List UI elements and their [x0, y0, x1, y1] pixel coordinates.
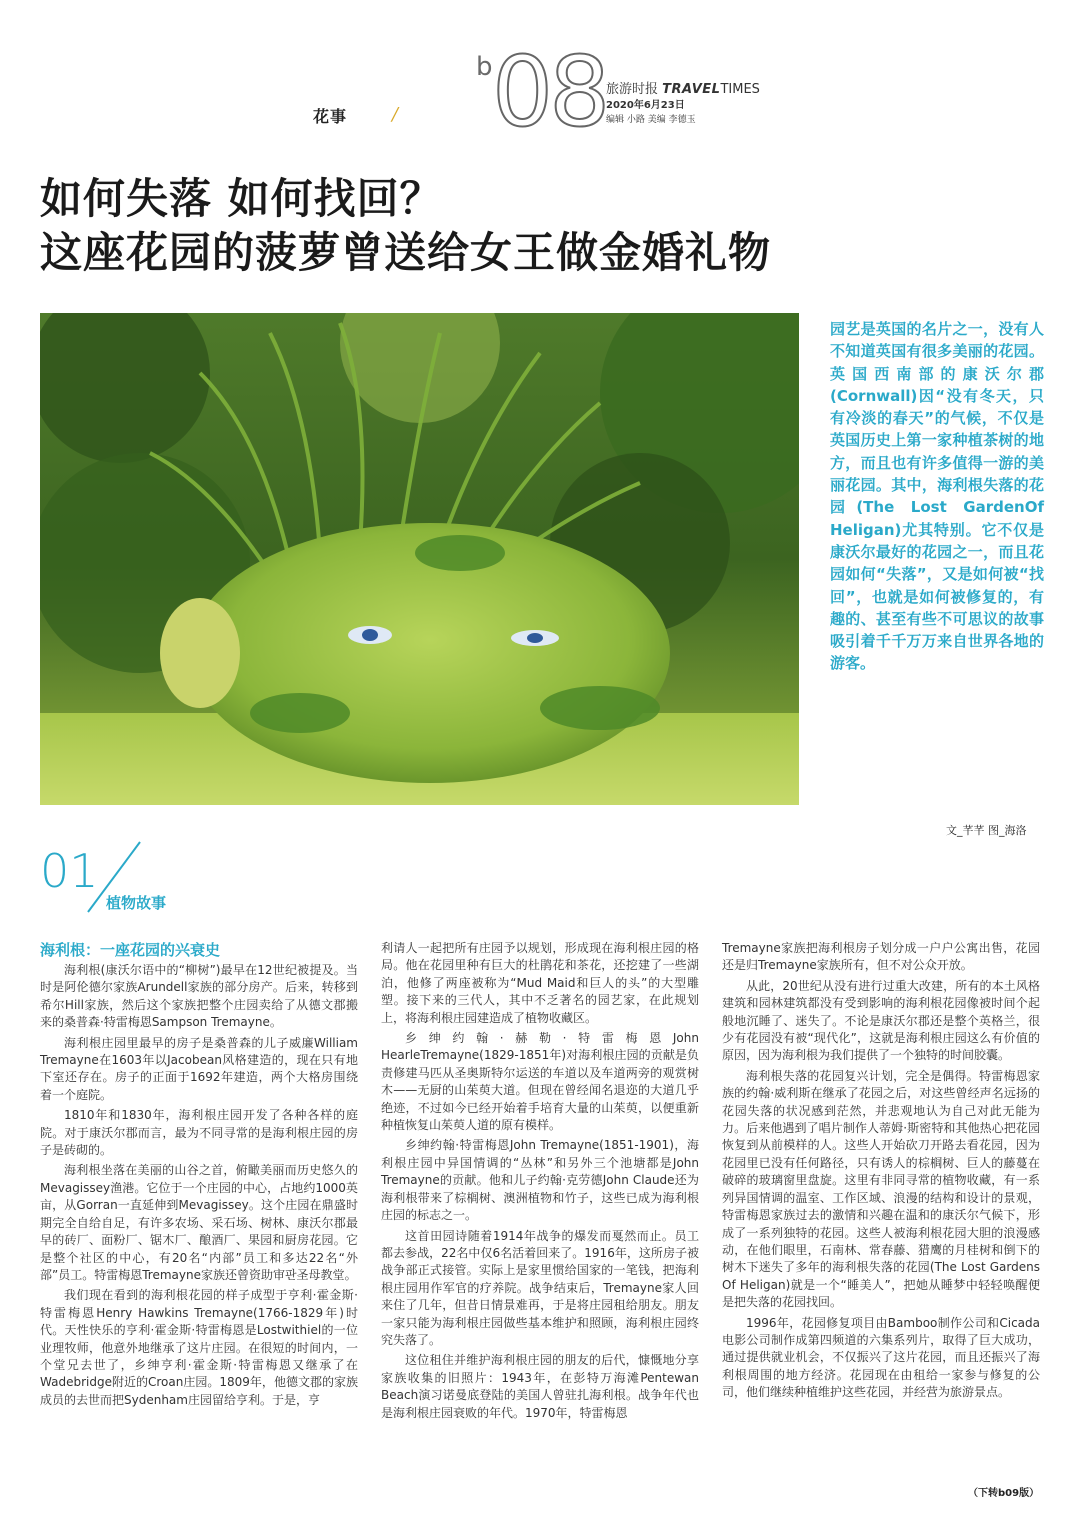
lede: 园艺是英国的名片之一，没有人不知道英国有很多美丽的花园。英国西南部的康沃尔郡(Cornwall)因“没有冬天，只有冷淡的春天”的气候，不仅是英国历史上第一家种植茶树的地方，而且也有许多值得一游的美丽花园。其中，海利根失落的花园(The Lost GardenOf Heligan)尤其特别。它不仅是康沃尔最好的花园之一，而且花园如何“失落”，又是如何被“找回”，也就是如何被修复的，有趣的、甚至有些不可思议的故事吸引着千千万万来自世界各地的游客。 [830, 320, 1044, 673]
headline-line-1: 如何失落 如何找回？ [40, 174, 443, 223]
section-title: 植物故事 [106, 894, 167, 912]
garden-photo [40, 313, 799, 805]
section-slash: / [392, 104, 399, 125]
section-number: 01 [40, 844, 99, 898]
paragraph: 海利根失落的花园复兴计划，完全是偶得。特雷梅恩家族的约翰·威利斯在继承了花园之后，对这些曾经声名远扬的花园失落的状况感到茫然，并悲观地认为自己对此无能为力。后来他遇到了唱片制作人蒂姆·斯密特和其他热心把花园恢复到从前模样的人。这些人开始砍刀开路去看花园，因为花园里已没有任何路径，只有诱人的棕榈树、巨人的藤蔓在破碎的玻璃窗里盘旋。这里有非同寻常的植物收藏，有一系列异国情调的温室、工作区域、浪漫的结构和设计的景观，特雷梅恩家族过去的激情和兴趣在温和的康沃尔气候下，形成了一系列独特的花园。这些人被海利根花园大胆的浪漫感动，在他们眼里，石南林、常春藤、猎鹰的月桂树和倒下的树木下迷失了多年的海利根失落的花园(The Lost Gardens Of Heligan)就是一个“睡美人”，把她从睡梦中轻轻唤醒便是把失落的花园找回。 [722, 1068, 1040, 1310]
byline: 文_芊芊 图_海洛 [946, 824, 1027, 837]
issue-date: 2020年6月23日 [606, 100, 685, 111]
paragraph: 海利根庄园里最早的房子是桑普森的儿子威廉William Tremayne在1603年以Jacobean风格建造的，现在只有地下室还存在。房子的正面于1692年建造，两个大格房围绕着一个庭院。 [40, 1035, 358, 1102]
paragraph: Tremayne家族把海利根房子划分成一户户公寓出售，花园还是归Tremayne家族所有，但不对公众开放。 [722, 941, 1040, 973]
section-label: 花事 [313, 107, 348, 126]
article-column-3 [722, 940, 1040, 1405]
editors: 编辑 小路 美编 李德玉 [606, 115, 696, 125]
paragraph: 海利根(康沃尔语中的“柳树”)最早在12世纪被提及。当时是阿伦德尔家族Arundell家族的部分房产。后来，转移到希尔Hill家族，然后这个家族把整个庄园卖给了从德文郡搬来的桑普森·特雷梅恩Sampson Tremayne。 [40, 963, 358, 1030]
paper-name-cn: 旅游时报 [606, 82, 659, 97]
headline-line-2: 这座花园的菠萝曾送给女王做金婚礼物 [40, 228, 772, 277]
headline [40, 172, 1040, 280]
paper-name-en-bold: TRAVEL [662, 82, 721, 97]
paragraph: 这位租住并维护海利根庄园的朋友的后代，慷慨地分享家族收集的旧照片：1943年，在彭特万海滩Pentewan Beach演习诺曼底登陆的美国人曾驻扎海利根。战争年代也是海利根庄园衰败的年代。1970年，特雷梅恩 [381, 1353, 699, 1420]
paragraph: 利请人一起把所有庄园予以规划，形成现在海利根庄园的格局。他在花园里种有巨大的杜鹃花和茶花，还挖建了一些湖泊，他修了两座被称为“Mud Maid和巨人的头”的大型雕塑。接下来的三代人，其中不乏著名的园艺家，在此规划上，将海利根庄园建造成了植物收藏区。 [381, 941, 699, 1025]
paragraph: 海利根坐落在美丽的山谷之首，俯瞰美丽而历史悠久的Mevagissey渔港。它位于一个庄园的中心，占地约1000英亩，从Gorran一直延伸到Mevagissey。这个庄园在鼎盛时期完全自给自足，有许多农场、采石场、树林、康沃尔郡最早的砖厂、面粉厂、锯木厂、酿酒厂、果园和厨房花园。它是整个社区的中心，有20名“内部”员工和多达22名“外部”员工。特雷梅恩Tremayne家族还曾资助审판圣母教堂。 [40, 1163, 358, 1282]
paragraph: 从此，20世纪从没有进行过重大改建，所有的本土风格建筑和园林建筑都没有受到影响的海利根花园像被时间个起般地沉睡了、迷失了。不论是康沃尔郡还是整个英格兰，很少有花园没有被“现代化”，这就是海利根庄园这么有价值的原因，因为海利根为我们提供了一个独特的时间胶囊。 [722, 978, 1040, 1063]
article-heading: 海利根：一座花园的兴衰史 [40, 941, 221, 959]
paragraph: 这首田园诗随着1914年战争的爆发而戛然而止。员工都去参战，22名中仅6名活着回来了。1916年，这所房子被战争部正式接管。实际上是家里惯给国家的一笔钱，把海利根庄园用作军官的疗养院。战争结束后，Tremayne家人回来住了几年，但昔日情景难再，于是将庄园租给朋友。朋友一家只能为海利根庄园做些基本维护和照顾，海利根庄园终究失落了。 [381, 1228, 699, 1347]
paragraph: 1810年和1830年，海利根庄园开发了各种各样的庭院。对于康沃尔郡而言，最为不同寻常的是海利根庄园的房子是砖砌的。 [40, 1108, 358, 1158]
article-column-1 [40, 940, 358, 1412]
paragraph: 乡绅约翰·特雷梅恩John Tremayne(1851-1901)，海利根庄园中异国情调的“丛林”和另外三个池塘都是John Tremayne的贡献。他和儿子约翰·克劳德John Claude还为海利根带来了棕榈树、澳洲植物和竹子，这些已成为海利根庄园的标志之一。 [381, 1138, 699, 1223]
article-column-2 [381, 940, 699, 1425]
paragraph: 乡绅约翰·赫勒·特雷梅恩John HearleTremayne(1829-1851年)对海利根庄园的贡献是负责修建马匹从圣奥斯特尔运送的车道以及车道两旁的观赏树木——无厨的山茱萸大道。但现在曾经闻名退迩的大道几乎绝迹，不过如今已经开始着手培育大量的山茱萸，以便重新种植恢复山茱萸人道的原有模样。 [381, 1031, 699, 1133]
page-letter: b [476, 52, 493, 82]
paragraph: 1996年，花园修复项目由Bamboo制作公司和Cicada电影公司制作成第四频道的六集系列片，取得了巨大成功，通过提供就业机会，不仅振兴了这片花园，而且还振兴了海利根周围的地方经济。花园现在由租给一家参与修复的公司，他们继续种植维护这些花园，并经营为旅游景点。 [722, 1315, 1040, 1400]
paragraph: 我们现在看到的海利根花园的样子成型于亨利·霍金斯·特雷梅恩Henry Hawkins Tremayne(1766-1829年)时代。天性快乐的亨利·霍金斯·特雷梅恩是Lostwithiel的一位业理牧师，他意外地继承了这片庄园。在很短的时间内，一个堂兄去世了，乡绅亨利·霍金斯·特雷梅恩又继承了在Wadebridge附近的Croan庄园。1809年，他德文郡的家族成员的去世而把Sydenham庄园留给亨利。于是，亨 [40, 1288, 358, 1407]
page-number: 08 [492, 36, 607, 148]
paper-name-en-light: TIMES [720, 82, 760, 97]
paper-name [606, 78, 760, 97]
continued-note: （下转b09版） [968, 1488, 1040, 1499]
